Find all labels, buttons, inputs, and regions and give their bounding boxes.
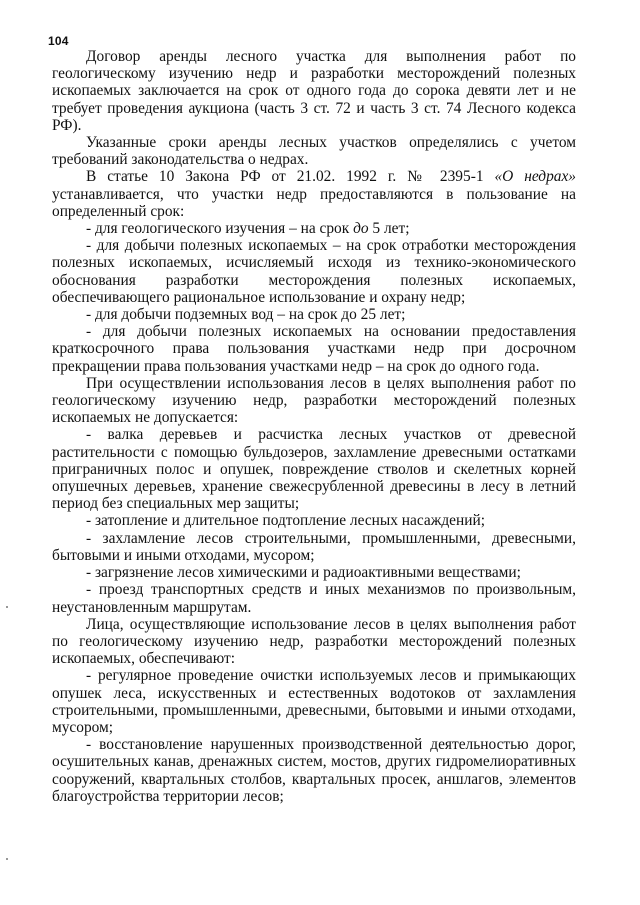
scan-speck: [6, 858, 8, 860]
paragraph-text: устанавливается, что участки недр предоставляются в пользование на определенный срок:: [52, 185, 576, 220]
list-item-text: 5 лет;: [368, 220, 410, 238]
list-item-pollution: - загрязнение лесов химическими и радиоактивными веществами;: [86, 564, 521, 582]
law-title: «О недрах»: [494, 168, 577, 186]
list-item-geological-study: [52, 220, 576, 237]
paragraph-obligations: Лица, осуществляющие использование лесов в целях выполнения работ по геологическому изучению недр, разработки месторождений полезных ископаемых, обеспечивают:: [52, 615, 576, 668]
list-item-flooding: - затопление и длительное подтопление лесных насаждений;: [86, 512, 485, 530]
paragraph-lease-law: Указанные сроки аренды лесных участков определялись с учетом требований законодательства о недрах.: [52, 134, 576, 169]
paragraph-lease-term: Договор аренды лесного участка для выполнения работ по геологическому изучению недр и разработки месторождений полезных ископаемых заключается на срок от одного года до сорока девяти лет и не требует проведения аукциона (часть 3 ст. 72 и часть 3 ст. 74 Лесного кодекса РФ).: [52, 48, 576, 134]
list-item-cleaning: - регулярное проведение очистки используемых лесов и примыкающих опушек леса, искусственных и естественных водотоков от захламления строительными, промышленными, древесными, бытовыми и иными отходами, мусором;: [52, 667, 576, 736]
list-item-vehicles: - проезд транспортных средств и иных механизмов по произвольным, неустановленным маршрутам.: [52, 581, 576, 616]
emphasis-text: до: [353, 220, 369, 238]
paragraph-text: В статье 10 Закона РФ от 21.02. 1992 г. № 2395-1: [86, 168, 495, 186]
list-item-short-term: - для добычи полезных ископаемых на основании предоставления краткосрочного права пользования участками недр при досрочном прекращении права пользования участками недр – на срок до одного года.: [52, 323, 576, 375]
paragraph-law-article: [52, 168, 576, 220]
list-item-littering: - захламление лесов строительными, промышленными, древесными, бытовыми и иными отходами, мусором;: [52, 529, 576, 564]
list-item-text: - для геологического изучения – на срок: [86, 220, 354, 238]
list-item-tree-felling: - валка деревьев и расчистка лесных участков от древесной растительности с помощью бульдозеров, захламление древесными остатками приграничных полос и опушек, повреждение стволов и скелетных корней опушечных деревьев, хранение свежесрубленной древесины в лесу в летний период без специальных мер защиты;: [52, 426, 576, 513]
page-number: 104: [48, 34, 69, 48]
body-text: [52, 48, 576, 805]
paragraph-prohibitions: При осуществлении использования лесов в целях выполнения работ по геологическому изучению недр, разработки месторождений полезных ископаемых не допускается:: [52, 374, 576, 427]
list-item-restoration: - восстановление нарушенных производственной деятельностью дорог, осушительных канав, дренажных систем, мостов, других гидромелиоративных сооружений, квартальных столбов, квартальных просек, аншлагов, элементов благоустройства территории лесов;: [52, 736, 576, 805]
list-item-groundwater: - для добычи подземных вод – на срок до 25 лет;: [86, 306, 406, 324]
list-item-mineral-extraction: - для добычи полезных ископаемых – на срок отработки месторождения полезных ископаемых, исчисляемый исходя из технико-экономического обоснования разработки месторождения полезных ископаемых, обеспечивающего рациональное использование и охрану недр;: [52, 237, 576, 306]
scan-speck: [6, 606, 8, 608]
